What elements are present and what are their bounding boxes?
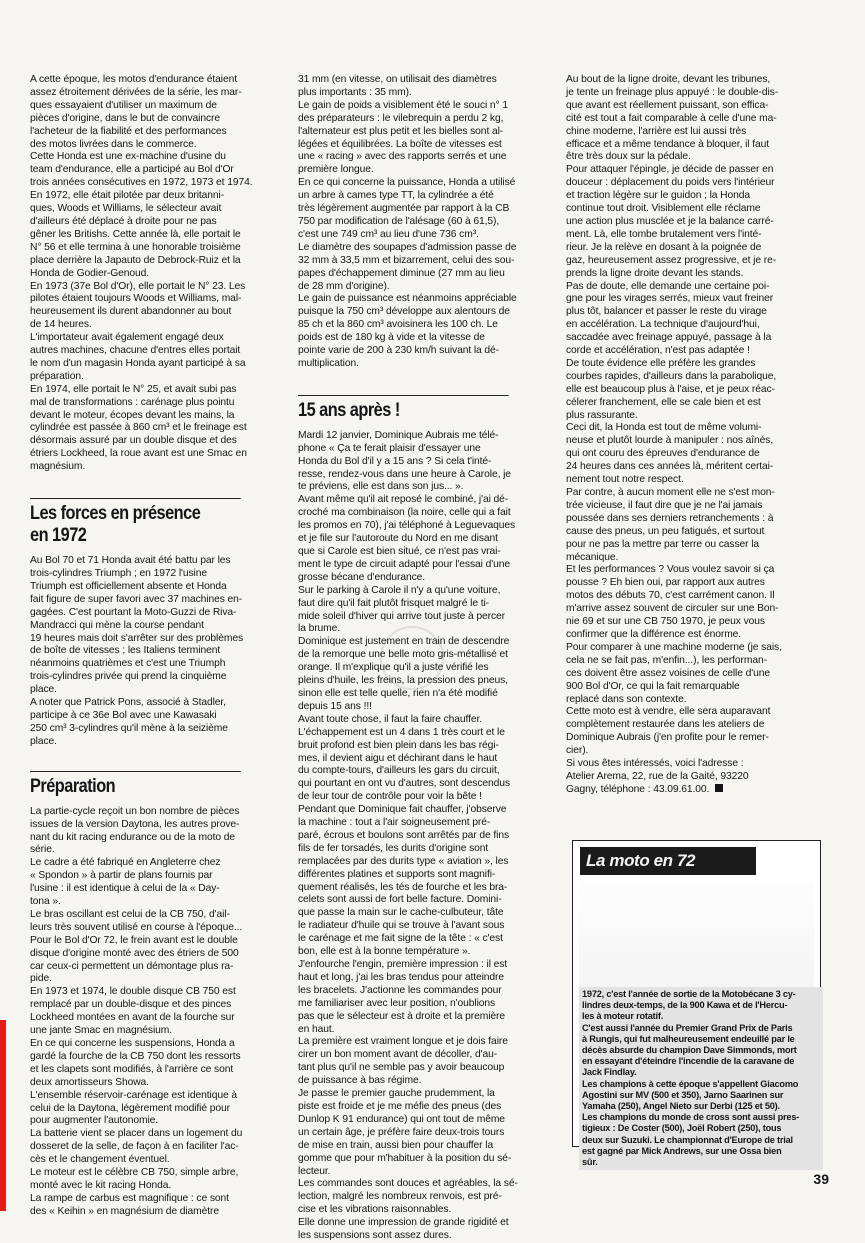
paragraph: Pas de doute, elle demande une certaine poi- gne pour les virages serrés, mieux vaut freiner plus tôt, balancer et passer le reste du virage en accélération. La technique d'aujourd'hui, saccadée avec freinage appuyé, passage à la corde et accélération, n'est pas adaptée ! bbox=[566, 280, 774, 357]
paragraph: Au bout de la ligne droite, devant les tribunes, je tente un freinage plus appuyé : le double-dis- que avant est réellement puissant, son effica- cité est tout a fait comparable à celle d'une ma- chine moderne, l'arrière est lui aussi très efficace et a même tendance à bloquer, il faut être très doux sur la pédale. bbox=[566, 74, 779, 163]
box-title: La moto en 72 bbox=[580, 847, 756, 875]
paragraph: Ceci dit, la Honda est tout de même volumi- neuse et plutôt lourde à manipuler : nos aînés, qui ont couru des épreuves d'endurance de 24 heures dans ces années là, méritent certai- nement tout notre respect. bbox=[566, 422, 774, 486]
paragraph: L'ensemble réservoir-carénage est identique à celui de la Daytona, légèrement modifié pour pour augmenter l'autonomie. bbox=[30, 1089, 237, 1127]
paragraph: Mardi 12 janvier, Dominique Aubrais me télé- phone « Ça te ferait plaisir d'essayer une Honda du Bol d'il y a 15 ans ? Si cela t'inté- resse, rendez-vous dans une heure à Carole, je te préviens, elle est dans son jus... ». bbox=[298, 429, 511, 493]
end-mark-icon bbox=[715, 784, 723, 792]
paragraph: Le cadre a été fabriqué en Angleterre chez « Spondon » à partir de plans fournis par l'usine : il est identique à celui de la « Day- tona ». bbox=[30, 857, 221, 908]
paragraph: Le diamètre des soupapes d'admission passe de 32 mm à 33,5 mm et bizarrement, celui des sou- papes d'échappement diminue (27 mm au lieu de 28 mm d'origine). bbox=[298, 241, 517, 292]
paragraph: En 1973 et 1974, le double disque CB 750 est remplacé par un double-disque et des pinces Lockheed montées en avant de la fourche sur une jante Smac en magnésium. bbox=[30, 986, 236, 1037]
paragraph: Avant toute chose, il faut la faire chauffer. L'échappement est un 4 dans 1 très court et le bruit profond est bien plein dans les bas régi- mes, il devient aigu et déchirant dans le haut du compte-tours, d'ailleurs les gars du circuit, qui pourtant en ont vu d'autres, sont descendus de leur tour de contrôle pour voir la bête ! bbox=[298, 713, 510, 803]
paragraph: Dominique est justement en train de descendre de la remorque une belle moto gris-métallisé et orange. Il m'explique qu'il a juste vérifié les pleins d'huile, les freins, la pression des pneus, sinon elle est telle quelle, rien n'a été modifié depuis 15 ans !!! bbox=[298, 636, 510, 712]
paragraph: Elle donne une impression de grande rigidité et les suspensions sont assez dures. bbox=[298, 1217, 509, 1242]
paragraph: Pour attaquer l'épingle, je décide de passer en douceur : déplacement du poids vers l'intérieur et traction légère sur le guidon ; la Honda continue tout droit. Visiblement elle réclame une action plus musclée et je la balance carré- ment. Là, elle tombe brutalement vers l'inté- rieur. Je la relève en dosant à la poignée de gaz, heureusement assez progressive, et je re- prends la ligne droite devant les stands. bbox=[566, 164, 777, 279]
paragraph: Le moteur est le célèbre CB 750, simple arbre, monté avec le kit racing Honda. bbox=[30, 1167, 239, 1191]
paragraph: Pour comparer à une machine moderne (je sais, cela ne se fait pas, m'enfin...), les performan- ces doivent être assez voisines de celle d'une 900 Bol d'Or, ce qui la fait remarquable replacé dans son contexte. bbox=[566, 641, 782, 705]
paragraph: A cette époque, les motos d'endurance étaient assez étroitement dérivées de la série, les mar- ques essayaient d'utiliser un maximum de pièces d'origine, dans le but de convaincre l'acheteur de la fiabilité et des performances des motos livrées dans le commerce. bbox=[30, 74, 242, 150]
paragraph: Le gain de poids a visiblement été le souci n° 1 des préparateurs : le vilebrequin a perdu 2 kg, l'alternateur est plus petit et les bielles sont al- légées et équilibrées. La boîte de vitesses est une « racing » avec des rapports serrés et une première longue. bbox=[298, 99, 508, 176]
paragraph: En 1974, elle portait le N° 25, et avait subi pas mal de transformations : carénage plus pointu devant le moteur, écopes devant les mains, la cylindrée est passée à 860 cm³ et le freinage est désormais assuré par un double disque et des étriers Lockheed, la roue avant est une Smac en magnésium. bbox=[30, 383, 247, 473]
paragraph: Cette Honda est une ex-machine d'usine du team d'endurance, elle a participé au Bol d'Or trois années consécutives en 1972, 1973 et 1974. bbox=[30, 151, 253, 189]
accent-bar bbox=[0, 1020, 6, 1211]
paragraph: En ce qui concerne les suspensions, Honda a gardé la fourche de la CB 750 dont les ressorts et les clapets sont modifiés, à l'arrière ce sont deux amortisseurs Showa. bbox=[30, 1038, 241, 1088]
paragraph: 31 mm (en vitesse, on utilisait des diamètres plus importants : 35 mm). bbox=[298, 74, 497, 98]
paragraph: En 1972, elle était pilotée par deux britanni- ques, Woods et Williams, le sélecteur avait d'ailleurs été déplacé à droite pour ne pas gêner les Britishs. Cette année là, elle portait le N° 56 et elle termina à une honorable troisième place derrière la Japauto de Debrock-Ruiz et la Honda de Godier-Genoud. bbox=[30, 190, 241, 279]
paragraph: La partie-cycle reçoit un bon nombre de pièces issues de la version Daytona, les autres prove- nant du kit racing endurance ou de la moto de série. bbox=[30, 805, 240, 856]
paragraph: En 1973 (37e Bol d'Or), elle portait le N° 23. Les pilotes étaient toujours Woods et Williams, mal- heureusement ils durent abandonner au bout de 14 heures. bbox=[30, 280, 246, 331]
paragraph: Le gain de puissance est néanmoins appréciable puisque la 750 cm³ développe aux alentours de 85 ch et la 860 cm³ avoisinera les 100 ch. Le poids est de 180 kg à vide et la vitesse de pointe varie de 200 à 230 km/h suivant la dé- multiplication. bbox=[298, 293, 517, 369]
paragraph: J'enfourche l'engin, première impression : il est haut et long, j'ai les bras tendus pour atteindre les bracelets. J'actionne les commandes pour me familiariser avec leur position, n'oublions pas que le sélecteur est à droite et la première en haut. bbox=[298, 959, 508, 1035]
paragraph: Avant même qu'il ait reposé le combiné, j'ai dé- croché ma combinaison (la noire, celle qui a fait les promos en 70), j'ai téléphoné à Leguevaques et je file sur l'autoroute du Nord en me disant que si Carole est bien situé, ce n'est pas vrai- ment le type de circuit adapté pour l'essai d'une grosse bécane d'endurance. bbox=[298, 494, 516, 583]
section-heading-preparation: Préparation bbox=[30, 771, 241, 798]
address-paragraph bbox=[566, 758, 828, 797]
paragraph: Sur le parking à Carole il n'y a qu'une voiture, faut dire qu'il fait plutôt frisquet malgré le ti- mide soleil d'hiver qui arrive tout juste à percer la brume. bbox=[298, 584, 506, 635]
paragraph: Cette moto est à vendre, elle sera auparavant complètement restaurée dans les ateliers de Dominique Aubrais (j'en profite pour le remer- cier). bbox=[566, 706, 771, 757]
column-2 bbox=[298, 74, 543, 1243]
page-number: 39 bbox=[813, 1171, 829, 1187]
paragraph: En ce qui concerne la puissance, Honda a utilisé un arbre à cames type TT, la cylindrée a été très légèrement augmentée par rapport à la CB 750 par modification de l'alésage (60 à 61,5), c'est une 749 cm³ au lieu d'une 736 cm³. bbox=[298, 177, 516, 240]
column-1 bbox=[30, 74, 275, 1219]
section-heading-15-ans: 15 ans après ! bbox=[298, 395, 509, 422]
paragraph: De toute évidence elle préfère les grandes courbes rapides, d'ailleurs dans la parabolique, elle est beaucoup plus à l'aise, et je peux réac- célerer franchement, elle se cale bien et est plus rassurante. bbox=[566, 357, 777, 421]
paragraph: Les commandes sont douces et agréables, la sé- lection, malgré les nombreux renvois, est pré- cise et les vibrations raisonnables. bbox=[298, 1178, 518, 1216]
paragraph: A noter que Patrick Pons, associé à Stadler, participe à ce 36e Bol avec une Kawasaki 250 cm³ 3-cylindres qu'il mène à la seizième place. bbox=[30, 697, 228, 747]
paragraph: La première est vraiment longue et je dois faire cirer un bon moment avant de décoller, d'au- tant plus qu'il ne semble pas y avoir beaucoup de puissance à bas régime. bbox=[298, 1036, 508, 1087]
paragraph: Par contre, à aucun moment elle ne s'est mon- trée vicieuse, il faut dire que je ne l'ai jamais poussée dans ses derniers retranchements : à cause des pneus, un peu fatigués, et surtout pour ne pas la mettre par terre ou casser la mécanique. bbox=[566, 487, 775, 563]
paragraph: Au Bol 70 et 71 Honda avait été battu par les trois-cylindres Triumph ; en 1972 l'usine Triumph est officiellement absente et Honda fait figure de super favori avec 37 machines en- gagées. C'est pourtant la Moto-Guzzi de Riva- Mandracci qui mène la course pendant 19 heures mais doit s'arrêter sur des problèmes de boîte de vitesses ; les Italiens terminent néanmoins quatrièmes et c'est une Triumph trois-cylindres privée qui prend la cinquième place. bbox=[30, 555, 244, 696]
column-3 bbox=[566, 74, 828, 797]
paragraph: Pendant que Dominique fait chauffer, j'observe la machine : tout a l'air soigneusement pré- paré, écrous et boulons sont arrêtés par de fins fils de fer torsadés, les durits d'origine sont remplacées par des durits type « aviation », les différentes platines et supports sont magnifi- quement réalisés, les tés de fourche et les bra- celets sont aussi de fort belle facture. Domini- que passe la main sur le cache-culbuteur, tâte le radiateur d'huile qui se trouve à l'avant sous le carénage et me fait signe de la tête : « c'est bon, elle est à la bonne température ». bbox=[298, 804, 509, 958]
paragraph: Le bras oscillant est celui de la CB 750, d'ail- leurs très souvent utilisé en course à l'époque... bbox=[30, 908, 243, 933]
section-heading-forces: Les forces en présence en 1972 bbox=[30, 498, 241, 547]
paragraph: Et les performances ? Vous voulez savoir si ça pousse ? Eh bien oui, par rapport aux autres motos des débuts 70, c'est carrément canon. Il m'arrive assez souvent de circuler sur une Bon- nie 69 et sur une CB 750 1970, je peux vous confirmer que la différence est énorme. bbox=[566, 564, 779, 640]
paragraph: Je passe le premier gauche prudemment, la piste est froide et je me méfie des pneus (des Dunlop K 91 endurance) qui ont tout de même un certain âge, je préfère faire deux-trois tours de mise en train, aussi bien pour chauffer la gomme que pour m'habituer à la position du sé- lecteur. bbox=[298, 1088, 512, 1177]
box-text: 1972, c'est l'année de sortie de la Motobécane 3 cy- lindres deux-temps, de la 900 Kawa et de l'Hercu- les à moteur rotatif. C'est aussi l'année du Premier Grand Prix de Paris à Rungis, qui fut malheureusement endeuillé par le décès absurde du champion Dave Simmonds, mort en essayant d'éteindre l'incendie de la caravane de Jack Findlay. Les champions à cette époque s'appellent Giacomo Agostini sur MV (500 et 350), Jarno Saarinen sur Yamaha (250), Angel Nieto sur Derbi (125 et 50). Les champions du monde de cross sont aussi pres- tigieux : De Coster (500), Joël Robert (250), tous deux sur Suzuki. Le championnat d'Europe de trial est gagné par Mick Andrews, sur une Ossa bien sûr. bbox=[579, 987, 823, 1170]
paragraph: La batterie vient se placer dans un logement du dosseret de la selle, de façon à en faciliter l'ac- cès et le changement éventuel. bbox=[30, 1128, 243, 1166]
paragraph: Pour le Bol d'Or 72, le frein avant est le double disque d'origine monté avec des étriers de 500 car ceux-ci permettent un démontage plus ra- pide. bbox=[30, 934, 239, 985]
sidebar-box bbox=[572, 840, 821, 1168]
paragraph: La rampe de carbus est magnifique : ce sont des « Keihin » en magnésium de diamètre bbox=[30, 1192, 229, 1217]
address-text: Si vous êtes intéressés, voici l'adresse : Atelier Arema, 22, rue de la Gaité, 93220 Gagny, téléphone : 43.09.61.00. bbox=[566, 758, 749, 795]
paragraph: L'importateur avait également engagé deux autres machines, chacune d'entres elles portait le nom d'un magasin Honda ayant participé à sa préparation. bbox=[30, 332, 246, 382]
